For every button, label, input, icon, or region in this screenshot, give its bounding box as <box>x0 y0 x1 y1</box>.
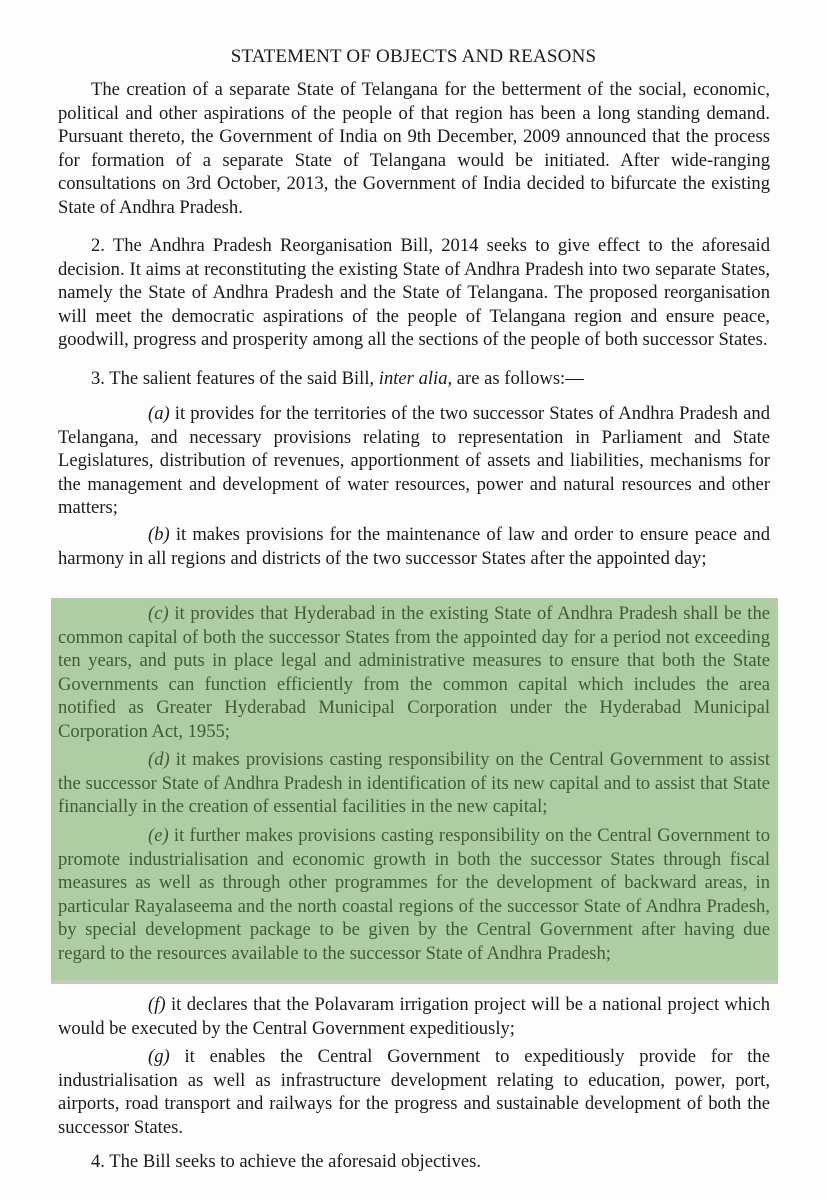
clause-d-text: it makes provisions casting responsibility on the Central Government to assist the successor State of Andhra Pradesh in identification of its new capital and to assist that State financially in the creation of essential facilities in the new capital; <box>58 749 770 818</box>
clause-e <box>58 824 770 966</box>
paragraph-2-text: 2. The Andhra Pradesh Reorganisation Bill, 2014 seeks to give effect to the aforesaid decision. It aims at reconstituting the existing State of Andhra Pradesh into two separate States, namely the State of Andhra Pradesh and the State of Telangana. The proposed reorganisation will meet the democratic aspirations of the people of Telangana region and ensure peace, goodwill, progress and prosperity among all the sections of the people of both successor States. <box>58 235 770 351</box>
document-title: STATEMENT OF OBJECTS AND REASONS <box>230 46 597 67</box>
paragraph-3 <box>58 367 770 391</box>
clause-b-label: (b) <box>148 524 170 545</box>
clause-a-text: it provides for the territories of the two successor States of Andhra Pradesh and Telangana, and necessary provisions relating to representation in Parliament and State Legislatures, distribution of revenues, apportionment of assets and liabilities, mechanisms for the management and development of water resources, power and natural resources and other matters; <box>58 403 770 519</box>
clause-e-label: (e) <box>148 825 169 846</box>
paragraph-3-italic: inter alia, <box>378 368 453 389</box>
clause-c-text: it provides that Hyderabad in the existing State of Andhra Pradesh shall be the common capital of both the successor States from the appointed day for a period not exceeding ten years, and puts in place legal and administrative measures to ensure that both the State Governments can function efficiently from the common capital which includes the area notified as Greater Hyderabad Municipal Corporation under the Hyderabad Municipal Corporation Act, 1955; <box>58 603 770 742</box>
clause-b-text: it makes provisions for the maintenance of law and order to ensure peace and harmony in all regions and districts of the two successor States after the appointed day; <box>58 524 770 569</box>
clause-g-label: (g) <box>148 1046 170 1067</box>
paragraph-1 <box>58 78 770 220</box>
paragraph-4-text: 4. The Bill seeks to achieve the aforesaid objectives. <box>91 1151 481 1172</box>
clause-f-label: (f) <box>148 994 166 1015</box>
clause-a <box>58 402 770 520</box>
clause-c-label: (c) <box>148 603 169 624</box>
paragraph-3-text-end: are as follows:— <box>452 368 584 389</box>
clause-b <box>58 523 770 570</box>
clause-f-text: it declares that the Polavaram irrigation project will be a national project which would be executed by the Central Government expeditiously; <box>58 994 770 1039</box>
highlight-shadow <box>51 980 778 984</box>
clause-g-text: it enables the Central Government to expeditiously provide for the industrialisation as well as infrastructure development relating to education, power, port, airports, road transport and railways for the progress and sustainable development of both the successor States. <box>58 1046 770 1138</box>
paragraph-3-text-start: 3. The salient features of the said Bill, <box>91 368 379 389</box>
clause-g <box>58 1045 770 1139</box>
clause-f <box>58 993 770 1040</box>
clause-d-label: (d) <box>148 749 170 770</box>
clause-d <box>58 748 770 819</box>
paragraph-2 <box>58 234 770 352</box>
paragraph-1-text: The creation of a separate State of Telangana for the betterment of the social, economic, political and other aspirations of the people of that region has been a long standing demand. Pursuant thereto, the Government of India on 9th December, 2009 announced that the process for formation of a separate State of Telangana would be initiated. After wide-ranging consultations on 3rd October, 2013, the Government of India decided to bifurcate the existing State of Andhra Pradesh. <box>58 79 770 218</box>
clause-e-text: it further makes provisions casting responsibility on the Central Government to promote industrialisation and economic growth in both the successor States through fiscal measures as well as through other programmes for the development of backward areas, in particular Rayalaseema and the north coastal regions of the successor State of Andhra Pradesh, by special development package to be given by the Central Government after having due regard to the resources available to the successor State of Andhra Pradesh; <box>58 825 770 964</box>
clause-a-label: (a) <box>148 403 170 424</box>
paragraph-4 <box>58 1150 770 1174</box>
clause-c <box>58 602 770 744</box>
